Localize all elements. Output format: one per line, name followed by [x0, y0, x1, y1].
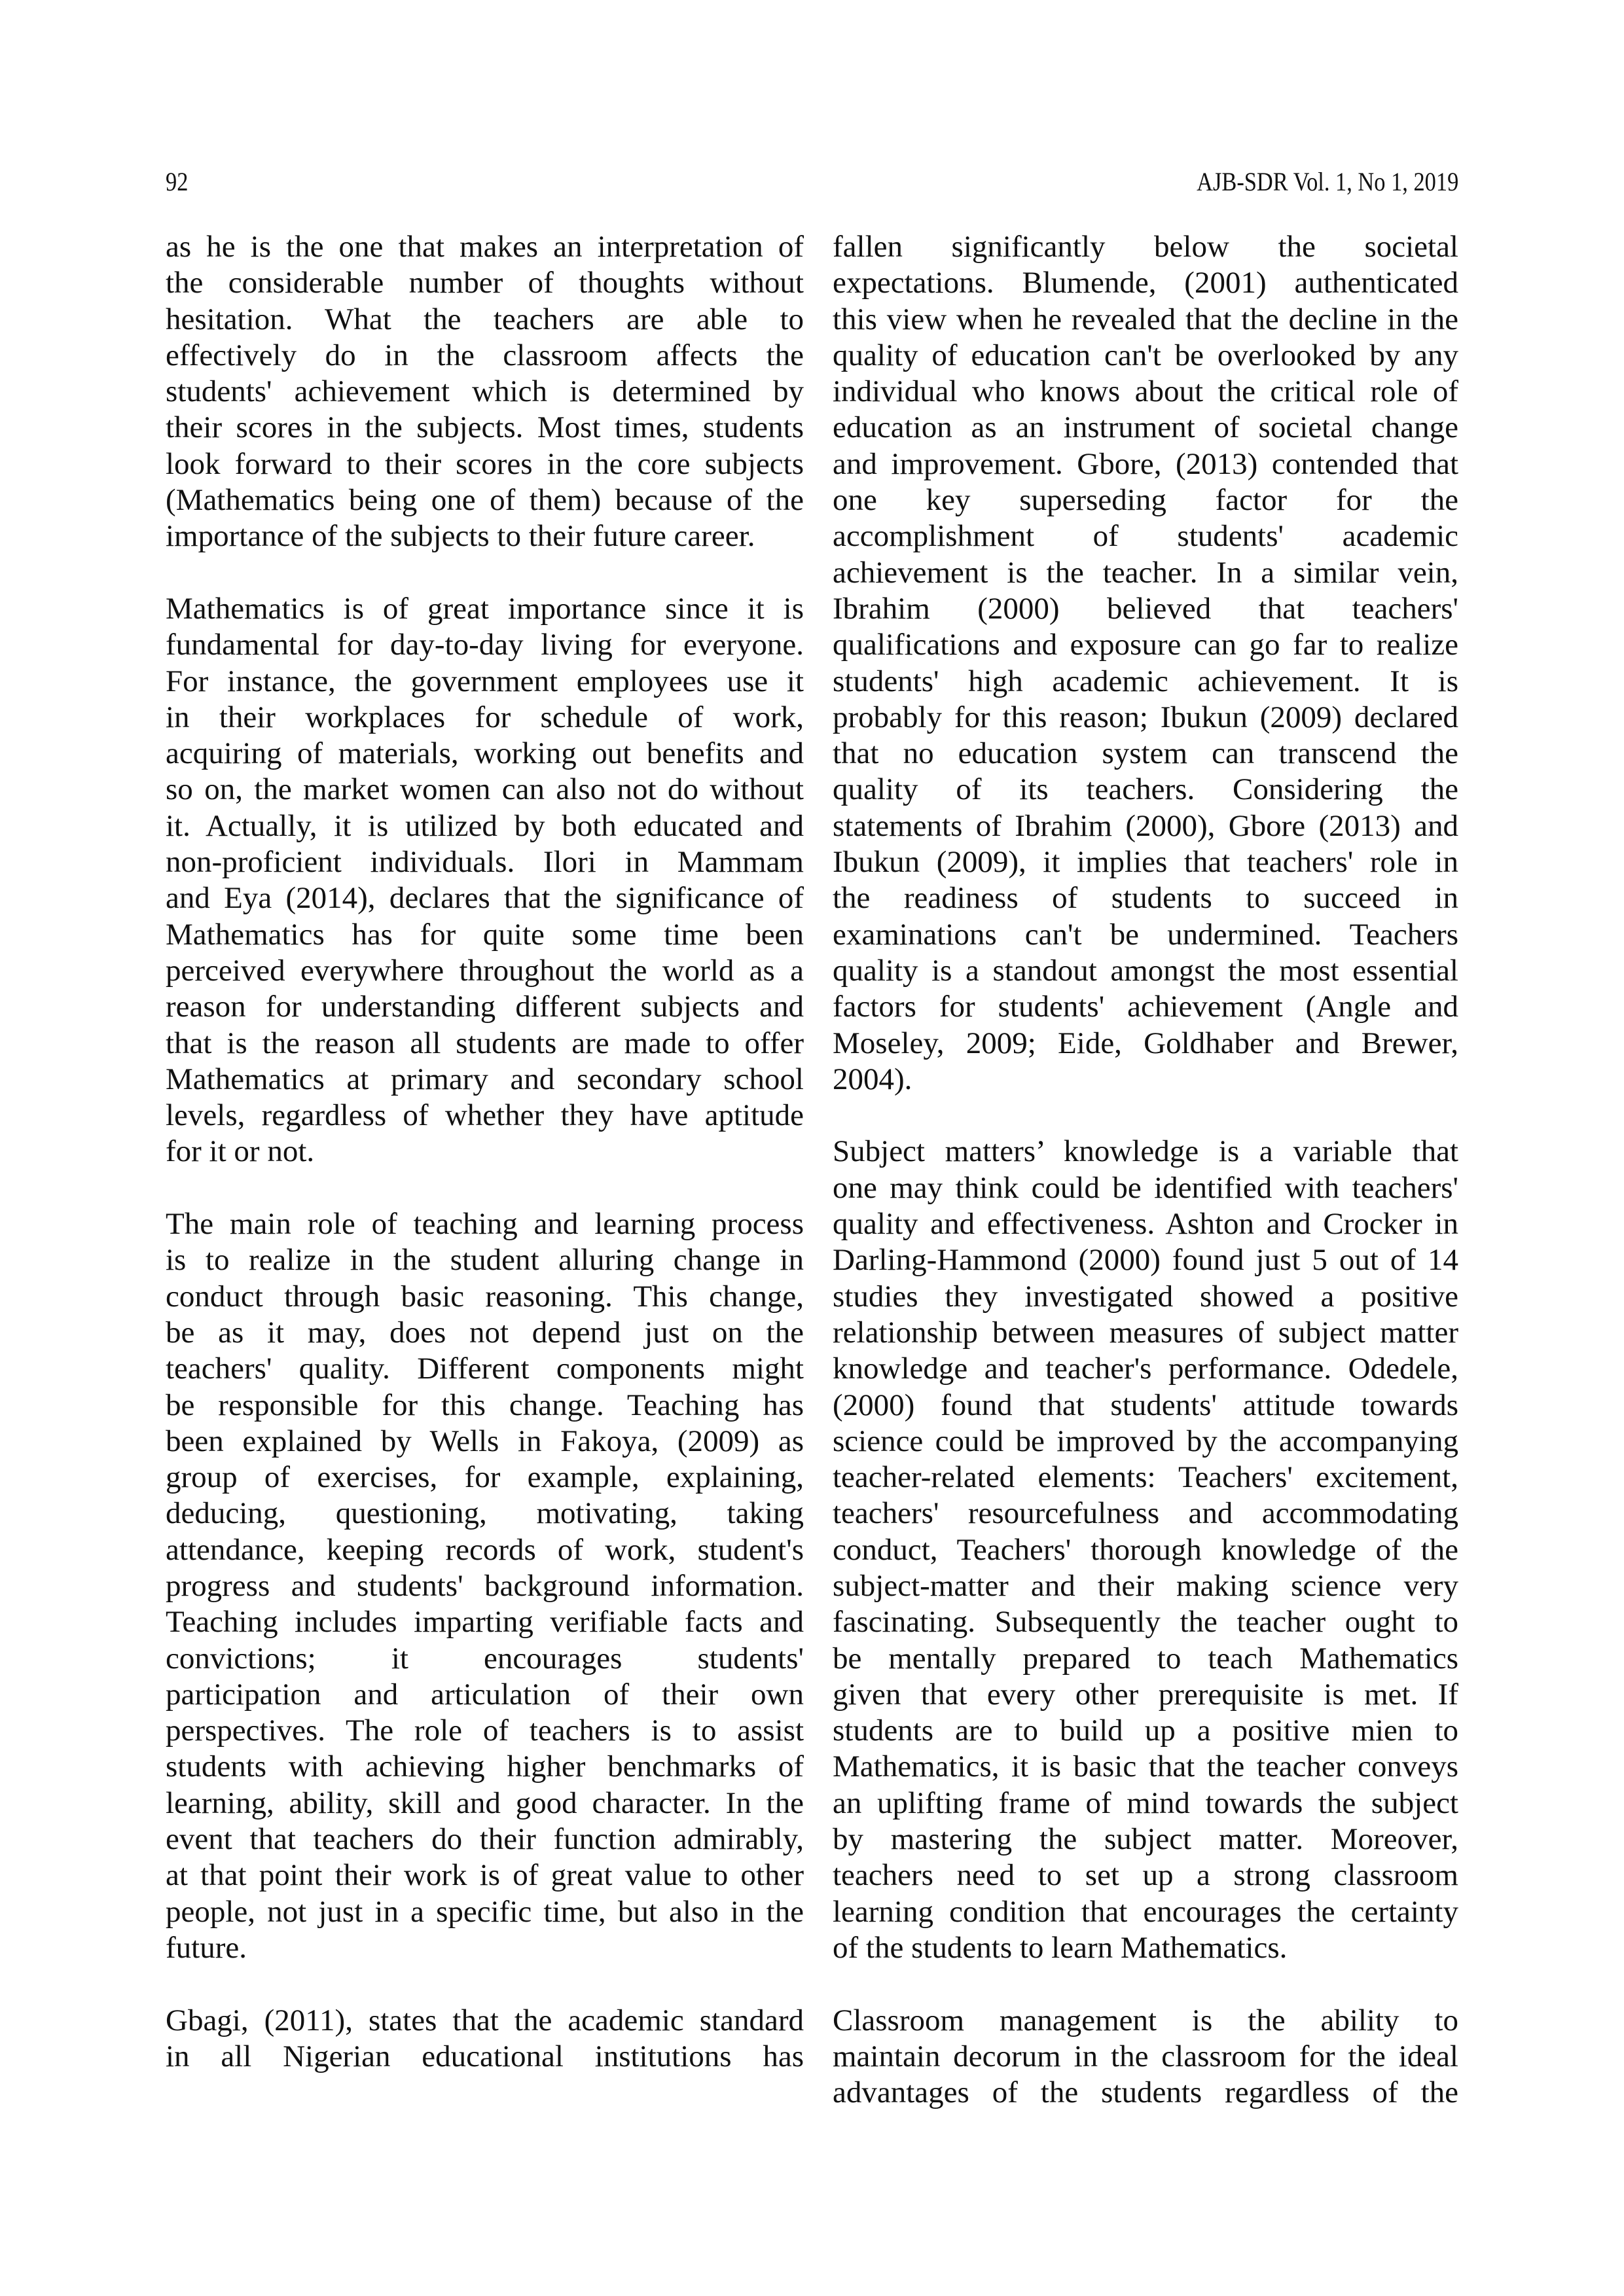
text-line: advantages of the students regardless of the: [833, 2075, 1458, 2110]
text-line: students' achievement which is determined by: [166, 374, 804, 409]
text-line: The main role of teaching and learning process: [166, 1207, 804, 1242]
text-line: accomplishment of students' academic: [833, 519, 1458, 554]
body-paragraph: [166, 591, 804, 1170]
text-line: qualifications and exposure can go far to realize: [833, 628, 1458, 662]
text-line: be responsible for this change. Teaching has: [166, 1388, 804, 1422]
text-line: Classroom management is the ability to: [833, 2003, 1458, 2037]
text-line: Subject matters’ knowledge is a variable that: [833, 1134, 1458, 1169]
text-line: effectively do in the classroom affects the: [166, 338, 804, 372]
text-line: attendance, keeping records of work, student's: [166, 1532, 804, 1567]
text-line: the considerable number of thoughts without: [166, 266, 804, 300]
text-line: their scores in the subjects. Most times, students: [166, 410, 804, 445]
text-line: hesitation. What the teachers are able to: [166, 302, 804, 336]
text-line: so on, the market women can also not do without: [166, 772, 804, 807]
text-line: maintain decorum in the classroom for the ideal: [833, 2039, 1458, 2073]
text-line: conduct, Teachers' thorough knowledge of the: [833, 1532, 1458, 1567]
text-line: that is the reason all students are made to offer: [166, 1026, 804, 1060]
body-paragraph: [833, 2003, 1458, 2111]
text-line: and improvement. Gbore, (2013) contended that: [833, 446, 1458, 481]
text-line: Darling-Hammond (2000) found just 5 out of 14: [833, 1243, 1458, 1278]
text-line: Mathematics at primary and secondary school: [166, 1062, 804, 1096]
text-line: subject-matter and their making science very: [833, 1568, 1458, 1603]
text-line: one key superseding factor for the: [833, 483, 1458, 518]
text-line: group of exercises, for example, explaining,: [166, 1460, 804, 1495]
text-line: the readiness of students to succeed in: [833, 881, 1458, 916]
text-line: as he is the one that makes an interpretation of: [166, 230, 804, 264]
body-paragraph: [166, 229, 804, 555]
text-line: it. Actually, it is utilized by both educated and: [166, 808, 804, 843]
text-line: quality of education can't be overlooked by any: [833, 338, 1458, 372]
right-column: [833, 229, 1458, 2147]
text-line: event that teachers do their function admirably,: [166, 1822, 804, 1857]
text-line: perspectives. The role of teachers is to assist: [166, 1713, 804, 1748]
text-line: people, not just in a specific time, but also in the: [166, 1894, 804, 1929]
body-paragraph: [166, 2003, 804, 2075]
text-line: been explained by Wells in Fakoya, (2009) as: [166, 1424, 804, 1458]
text-line: convictions; it encourages students': [166, 1641, 804, 1676]
text-line: fallen significantly below the societal: [833, 230, 1458, 264]
text-line: examinations can't be undermined. Teachers: [833, 917, 1458, 952]
text-line: quality of its teachers. Considering the: [833, 772, 1458, 807]
text-line: one may think could be identified with teachers': [833, 1170, 1458, 1205]
text-line: teachers need to set up a strong classroom: [833, 1858, 1458, 1893]
text-line: quality is a standout amongst the most essential: [833, 953, 1458, 988]
text-line: importance of the subjects to their future career.: [166, 519, 755, 554]
text-line: Ibrahim (2000) believed that teachers': [833, 591, 1458, 626]
text-line: Mathematics is of great importance since it is: [166, 591, 804, 626]
text-line: studies they investigated showed a positive: [833, 1279, 1458, 1314]
text-line: Mathematics, it is basic that the teacher conveys: [833, 1749, 1458, 1784]
text-line: conduct through basic reasoning. This change,: [166, 1279, 804, 1314]
text-line: Gbagi, (2011), states that the academic standard: [166, 2003, 804, 2037]
running-header: [166, 162, 1458, 202]
text-line: progress and students' background information.: [166, 1568, 804, 1603]
text-line: this view when he revealed that the decline in the: [833, 302, 1458, 336]
text-line: non-proficient individuals. Ilori in Mammam: [166, 845, 804, 880]
text-line: achievement is the teacher. In a similar vein,: [833, 555, 1458, 590]
journal-reference: AJB-SDR Vol. 1, No 1, 2019: [1196, 167, 1458, 196]
text-line: individual who knows about the critical role of: [833, 374, 1458, 409]
text-line: and Eya (2014), declares that the significance of: [166, 881, 804, 916]
text-line: for it or not.: [166, 1134, 315, 1169]
text-line: that no education system can transcend the: [833, 736, 1458, 771]
text-line: statements of Ibrahim (2000), Gbore (2013) and: [833, 808, 1458, 843]
body-paragraph: [833, 229, 1458, 1098]
text-line: acquiring of materials, working out benefits and: [166, 736, 804, 771]
text-line: in all Nigerian educational institutions has: [166, 2039, 804, 2073]
text-line: (2000) found that students' attitude towards: [833, 1388, 1458, 1422]
text-line: knowledge and teacher's performance. Odedele,: [833, 1352, 1458, 1386]
text-line: learning condition that encourages the certainty: [833, 1894, 1458, 1929]
text-line: be as it may, does not depend just on the: [166, 1315, 804, 1350]
text-line: teachers' resourcefulness and accommodating: [833, 1496, 1458, 1531]
text-line: look forward to their scores in the core subjects: [166, 446, 804, 481]
left-column: [166, 229, 804, 2111]
text-line: relationship between measures of subject matter: [833, 1315, 1458, 1350]
page-number: 92: [166, 167, 189, 196]
text-line: teachers' quality. Different components might: [166, 1352, 804, 1386]
text-line: perceived everywhere throughout the world as a: [166, 953, 804, 988]
text-line: learning, ability, skill and good character. In the: [166, 1785, 804, 1820]
text-line: at that point their work is of great value to other: [166, 1858, 804, 1893]
text-line: teacher-related elements: Teachers' excitement,: [833, 1460, 1458, 1495]
text-line: students are to build up a positive mien to: [833, 1713, 1458, 1748]
body-paragraph: [833, 1134, 1458, 1966]
text-line: fascinating. Subsequently the teacher ought to: [833, 1605, 1458, 1640]
text-line: (Mathematics being one of them) because of the: [166, 483, 804, 518]
text-line: Mathematics has for quite some time been: [166, 917, 804, 952]
text-line: is to realize in the student alluring change in: [166, 1243, 804, 1278]
text-line: 2004).: [833, 1062, 912, 1096]
text-line: quality and effectiveness. Ashton and Crocker in: [833, 1207, 1458, 1242]
text-line: Moseley, 2009; Eide, Goldhaber and Brewer,: [833, 1026, 1458, 1060]
text-line: fundamental for day-to-day living for everyone.: [166, 628, 804, 662]
text-line: factors for students' achievement (Angle and: [833, 990, 1458, 1024]
text-line: For instance, the government employees use it: [166, 664, 804, 698]
text-line: future.: [166, 1930, 247, 1965]
text-line: levels, regardless of whether they have aptitude: [166, 1098, 804, 1133]
text-line: by mastering the subject matter. Moreover,: [833, 1822, 1458, 1857]
text-line: deducing, questioning, motivating, taking: [166, 1496, 804, 1531]
text-line: participation and articulation of their own: [166, 1677, 804, 1712]
text-line: probably for this reason; Ibukun (2009) declared: [833, 700, 1458, 734]
text-line: students' high academic achievement. It is: [833, 664, 1458, 698]
text-line: Ibukun (2009), it implies that teachers' role in: [833, 845, 1458, 880]
text-line: students with achieving higher benchmarks of: [166, 1749, 804, 1784]
text-line: given that every other prerequisite is met. If: [833, 1677, 1458, 1712]
body-paragraph: [166, 1206, 804, 1966]
text-line: an uplifting frame of mind towards the subject: [833, 1785, 1458, 1820]
text-line: Teaching includes imparting verifiable facts and: [166, 1605, 804, 1640]
text-line: in their workplaces for schedule of work,: [166, 700, 804, 734]
text-line: of the students to learn Mathematics.: [833, 1930, 1288, 1965]
text-line: expectations. Blumende, (2001) authenticated: [833, 266, 1458, 300]
text-line: science could be improved by the accompanying: [833, 1424, 1458, 1458]
text-line: reason for understanding different subjects and: [166, 990, 804, 1024]
text-line: be mentally prepared to teach Mathematics: [833, 1641, 1458, 1676]
text-line: education as an instrument of societal change: [833, 410, 1458, 445]
